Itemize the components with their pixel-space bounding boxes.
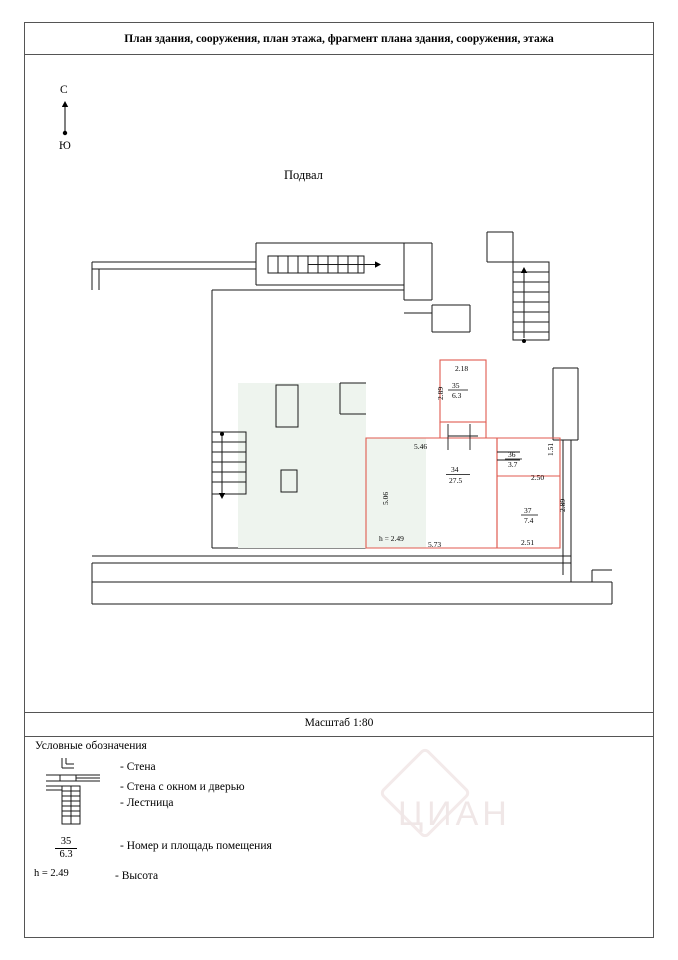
legend-room-key: [34, 836, 98, 861]
scale-divider: [25, 712, 653, 713]
room-34-area: 27.5: [449, 476, 463, 485]
page-title: План здания, сооружения, план этажа, фрагмент плана здания, сооружения, этажа: [124, 32, 554, 45]
dim-5-73: 5.73: [428, 540, 442, 549]
room-36-area: 3.7: [508, 460, 518, 469]
legend-item-wall-window-door: - Стена с окном и дверью: [120, 781, 245, 793]
dim-2-18: 2.18: [455, 364, 469, 373]
legend-title: Условные обозначения: [35, 740, 147, 752]
legend-icon-stairs: [46, 786, 80, 824]
dim-5-46: 5.46: [414, 442, 428, 451]
compass-south-label: Ю: [59, 140, 71, 152]
room-35-number: 35: [452, 381, 460, 390]
legend-item-stairs: - Лестница: [120, 797, 174, 809]
room-35-area: 6.3: [452, 391, 462, 400]
dim-1-51: 1.51: [546, 442, 555, 456]
dim-2-89-left: 2.89: [436, 386, 445, 400]
legend-icon-wall-window-door: [46, 775, 100, 781]
floor-label: Подвал: [284, 168, 323, 182]
legend-icon-wall: [62, 758, 74, 768]
watermark-text: ЦИАН: [398, 795, 511, 833]
stairs-upper: [268, 256, 378, 273]
stairs-right: [513, 262, 549, 343]
legend-item-height: - Высота: [115, 870, 159, 882]
compass-arrow: [63, 104, 67, 135]
room-37-area: 7.4: [524, 516, 534, 525]
dim-2-51: 2.51: [521, 538, 535, 547]
dim-2-50: 2.50: [531, 473, 545, 482]
legend-room-area: 6.3: [59, 849, 73, 860]
height-note-plan: h = 2.49: [379, 534, 404, 543]
room-36-number: 36: [508, 450, 516, 459]
scale-label: Масштаб 1:80: [304, 717, 374, 729]
legend-height-key: h = 2.49: [34, 868, 69, 879]
legend-room-number: 35: [55, 836, 78, 849]
dim-5-06: 5.06: [381, 491, 390, 505]
compass-north-label: С: [60, 84, 68, 96]
room-34-number: 34: [451, 465, 459, 474]
legend-item-wall: - Стена: [120, 761, 156, 773]
legend-divider: [25, 736, 653, 737]
legend-item-room-number: - Номер и площадь помещения: [120, 840, 272, 852]
room-37-number: 37: [524, 506, 532, 515]
dim-2-89-right: 2.89: [558, 498, 567, 512]
